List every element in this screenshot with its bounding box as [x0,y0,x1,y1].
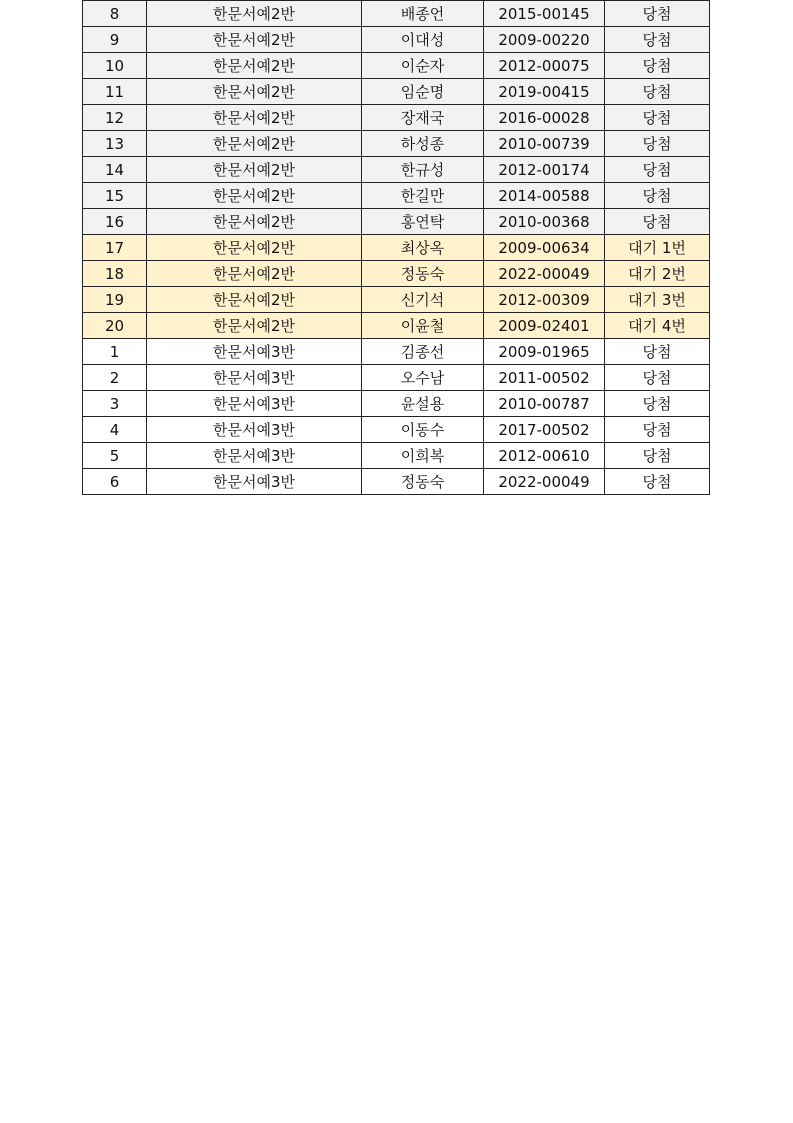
member-id-cell: 2010-00739 [484,131,605,157]
table-row [83,469,710,495]
result-cell: 당첨 [605,1,710,27]
row-number-cell: 11 [83,79,147,105]
applicant-name-cell: 하성종 [362,131,484,157]
member-id-cell: 2019-00415 [484,79,605,105]
applicant-name-cell: 장재국 [362,105,484,131]
class-name-cell: 한문서예3반 [147,443,362,469]
table-row [83,1,710,27]
member-id-cell: 2012-00174 [484,157,605,183]
applicant-name-cell: 윤설용 [362,391,484,417]
row-number-cell: 14 [83,157,147,183]
table-row [83,417,710,443]
table-row [83,105,710,131]
table-row [83,443,710,469]
table-row [83,235,710,261]
result-cell: 당첨 [605,469,710,495]
member-id-cell: 2012-00309 [484,287,605,313]
applicant-name-cell: 배종언 [362,1,484,27]
member-id-cell: 2015-00145 [484,1,605,27]
result-cell: 당첨 [605,53,710,79]
class-name-cell: 한문서예2반 [147,1,362,27]
applicant-name-cell: 이대성 [362,27,484,53]
class-name-cell: 한문서예3반 [147,365,362,391]
class-name-cell: 한문서예2반 [147,105,362,131]
class-name-cell: 한문서예2반 [147,313,362,339]
applicant-name-cell: 한규성 [362,157,484,183]
applicant-name-cell: 이순자 [362,53,484,79]
result-cell: 대기 2번 [605,261,710,287]
result-cell: 당첨 [605,391,710,417]
row-number-cell: 4 [83,417,147,443]
applicant-name-cell: 이동수 [362,417,484,443]
table-row [83,183,710,209]
row-number-cell: 9 [83,27,147,53]
class-name-cell: 한문서예2반 [147,157,362,183]
row-number-cell: 12 [83,105,147,131]
row-number-cell: 20 [83,313,147,339]
row-number-cell: 15 [83,183,147,209]
class-name-cell: 한문서예2반 [147,27,362,53]
result-cell: 당첨 [605,131,710,157]
class-name-cell: 한문서예3반 [147,469,362,495]
result-cell: 당첨 [605,27,710,53]
class-name-cell: 한문서예2반 [147,287,362,313]
result-cell: 대기 4번 [605,313,710,339]
member-id-cell: 2014-00588 [484,183,605,209]
member-id-cell: 2009-01965 [484,339,605,365]
class-name-cell: 한문서예3반 [147,417,362,443]
member-id-cell: 2009-00220 [484,27,605,53]
applicant-name-cell: 정동숙 [362,469,484,495]
class-name-cell: 한문서예2반 [147,235,362,261]
row-number-cell: 17 [83,235,147,261]
member-id-cell: 2012-00610 [484,443,605,469]
applicant-name-cell: 한길만 [362,183,484,209]
result-cell: 당첨 [605,79,710,105]
applicant-name-cell: 이희복 [362,443,484,469]
row-number-cell: 2 [83,365,147,391]
table-row [83,287,710,313]
member-id-cell: 2022-00049 [484,469,605,495]
table-row [83,131,710,157]
row-number-cell: 19 [83,287,147,313]
member-id-cell: 2010-00787 [484,391,605,417]
class-name-cell: 한문서예2반 [147,209,362,235]
class-name-cell: 한문서예3반 [147,391,362,417]
table-row [83,27,710,53]
class-name-cell: 한문서예2반 [147,183,362,209]
row-number-cell: 18 [83,261,147,287]
row-number-cell: 3 [83,391,147,417]
result-cell: 당첨 [605,157,710,183]
result-cell: 당첨 [605,209,710,235]
table-row [83,391,710,417]
applicant-name-cell: 정동숙 [362,261,484,287]
applicant-name-cell: 이윤철 [362,313,484,339]
row-number-cell: 10 [83,53,147,79]
result-cell: 당첨 [605,417,710,443]
result-cell: 당첨 [605,443,710,469]
applicant-name-cell: 신기석 [362,287,484,313]
member-id-cell: 2009-02401 [484,313,605,339]
class-name-cell: 한문서예2반 [147,261,362,287]
row-number-cell: 5 [83,443,147,469]
class-name-cell: 한문서예2반 [147,131,362,157]
applicant-name-cell: 오수남 [362,365,484,391]
member-id-cell: 2017-00502 [484,417,605,443]
member-id-cell: 2011-00502 [484,365,605,391]
result-cell: 당첨 [605,183,710,209]
table-row [83,261,710,287]
row-number-cell: 6 [83,469,147,495]
result-cell: 대기 3번 [605,287,710,313]
result-cell: 당첨 [605,105,710,131]
member-id-cell: 2022-00049 [484,261,605,287]
row-number-cell: 8 [83,1,147,27]
table-row [83,209,710,235]
applicant-name-cell: 임순명 [362,79,484,105]
member-id-cell: 2010-00368 [484,209,605,235]
row-number-cell: 1 [83,339,147,365]
class-name-cell: 한문서예2반 [147,79,362,105]
applicant-name-cell: 최상옥 [362,235,484,261]
class-name-cell: 한문서예2반 [147,53,362,79]
result-cell: 당첨 [605,365,710,391]
member-id-cell: 2009-00634 [484,235,605,261]
result-cell: 대기 1번 [605,235,710,261]
row-number-cell: 13 [83,131,147,157]
row-number-cell: 16 [83,209,147,235]
lottery-result-table-body [83,1,710,495]
lottery-result-table [82,0,710,495]
member-id-cell: 2012-00075 [484,53,605,79]
class-name-cell: 한문서예3반 [147,339,362,365]
table-row [83,313,710,339]
applicant-name-cell: 홍연탁 [362,209,484,235]
table-row [83,339,710,365]
result-cell: 당첨 [605,339,710,365]
table-row [83,79,710,105]
member-id-cell: 2016-00028 [484,105,605,131]
table-row [83,365,710,391]
table-row [83,157,710,183]
applicant-name-cell: 김종선 [362,339,484,365]
table-row [83,53,710,79]
